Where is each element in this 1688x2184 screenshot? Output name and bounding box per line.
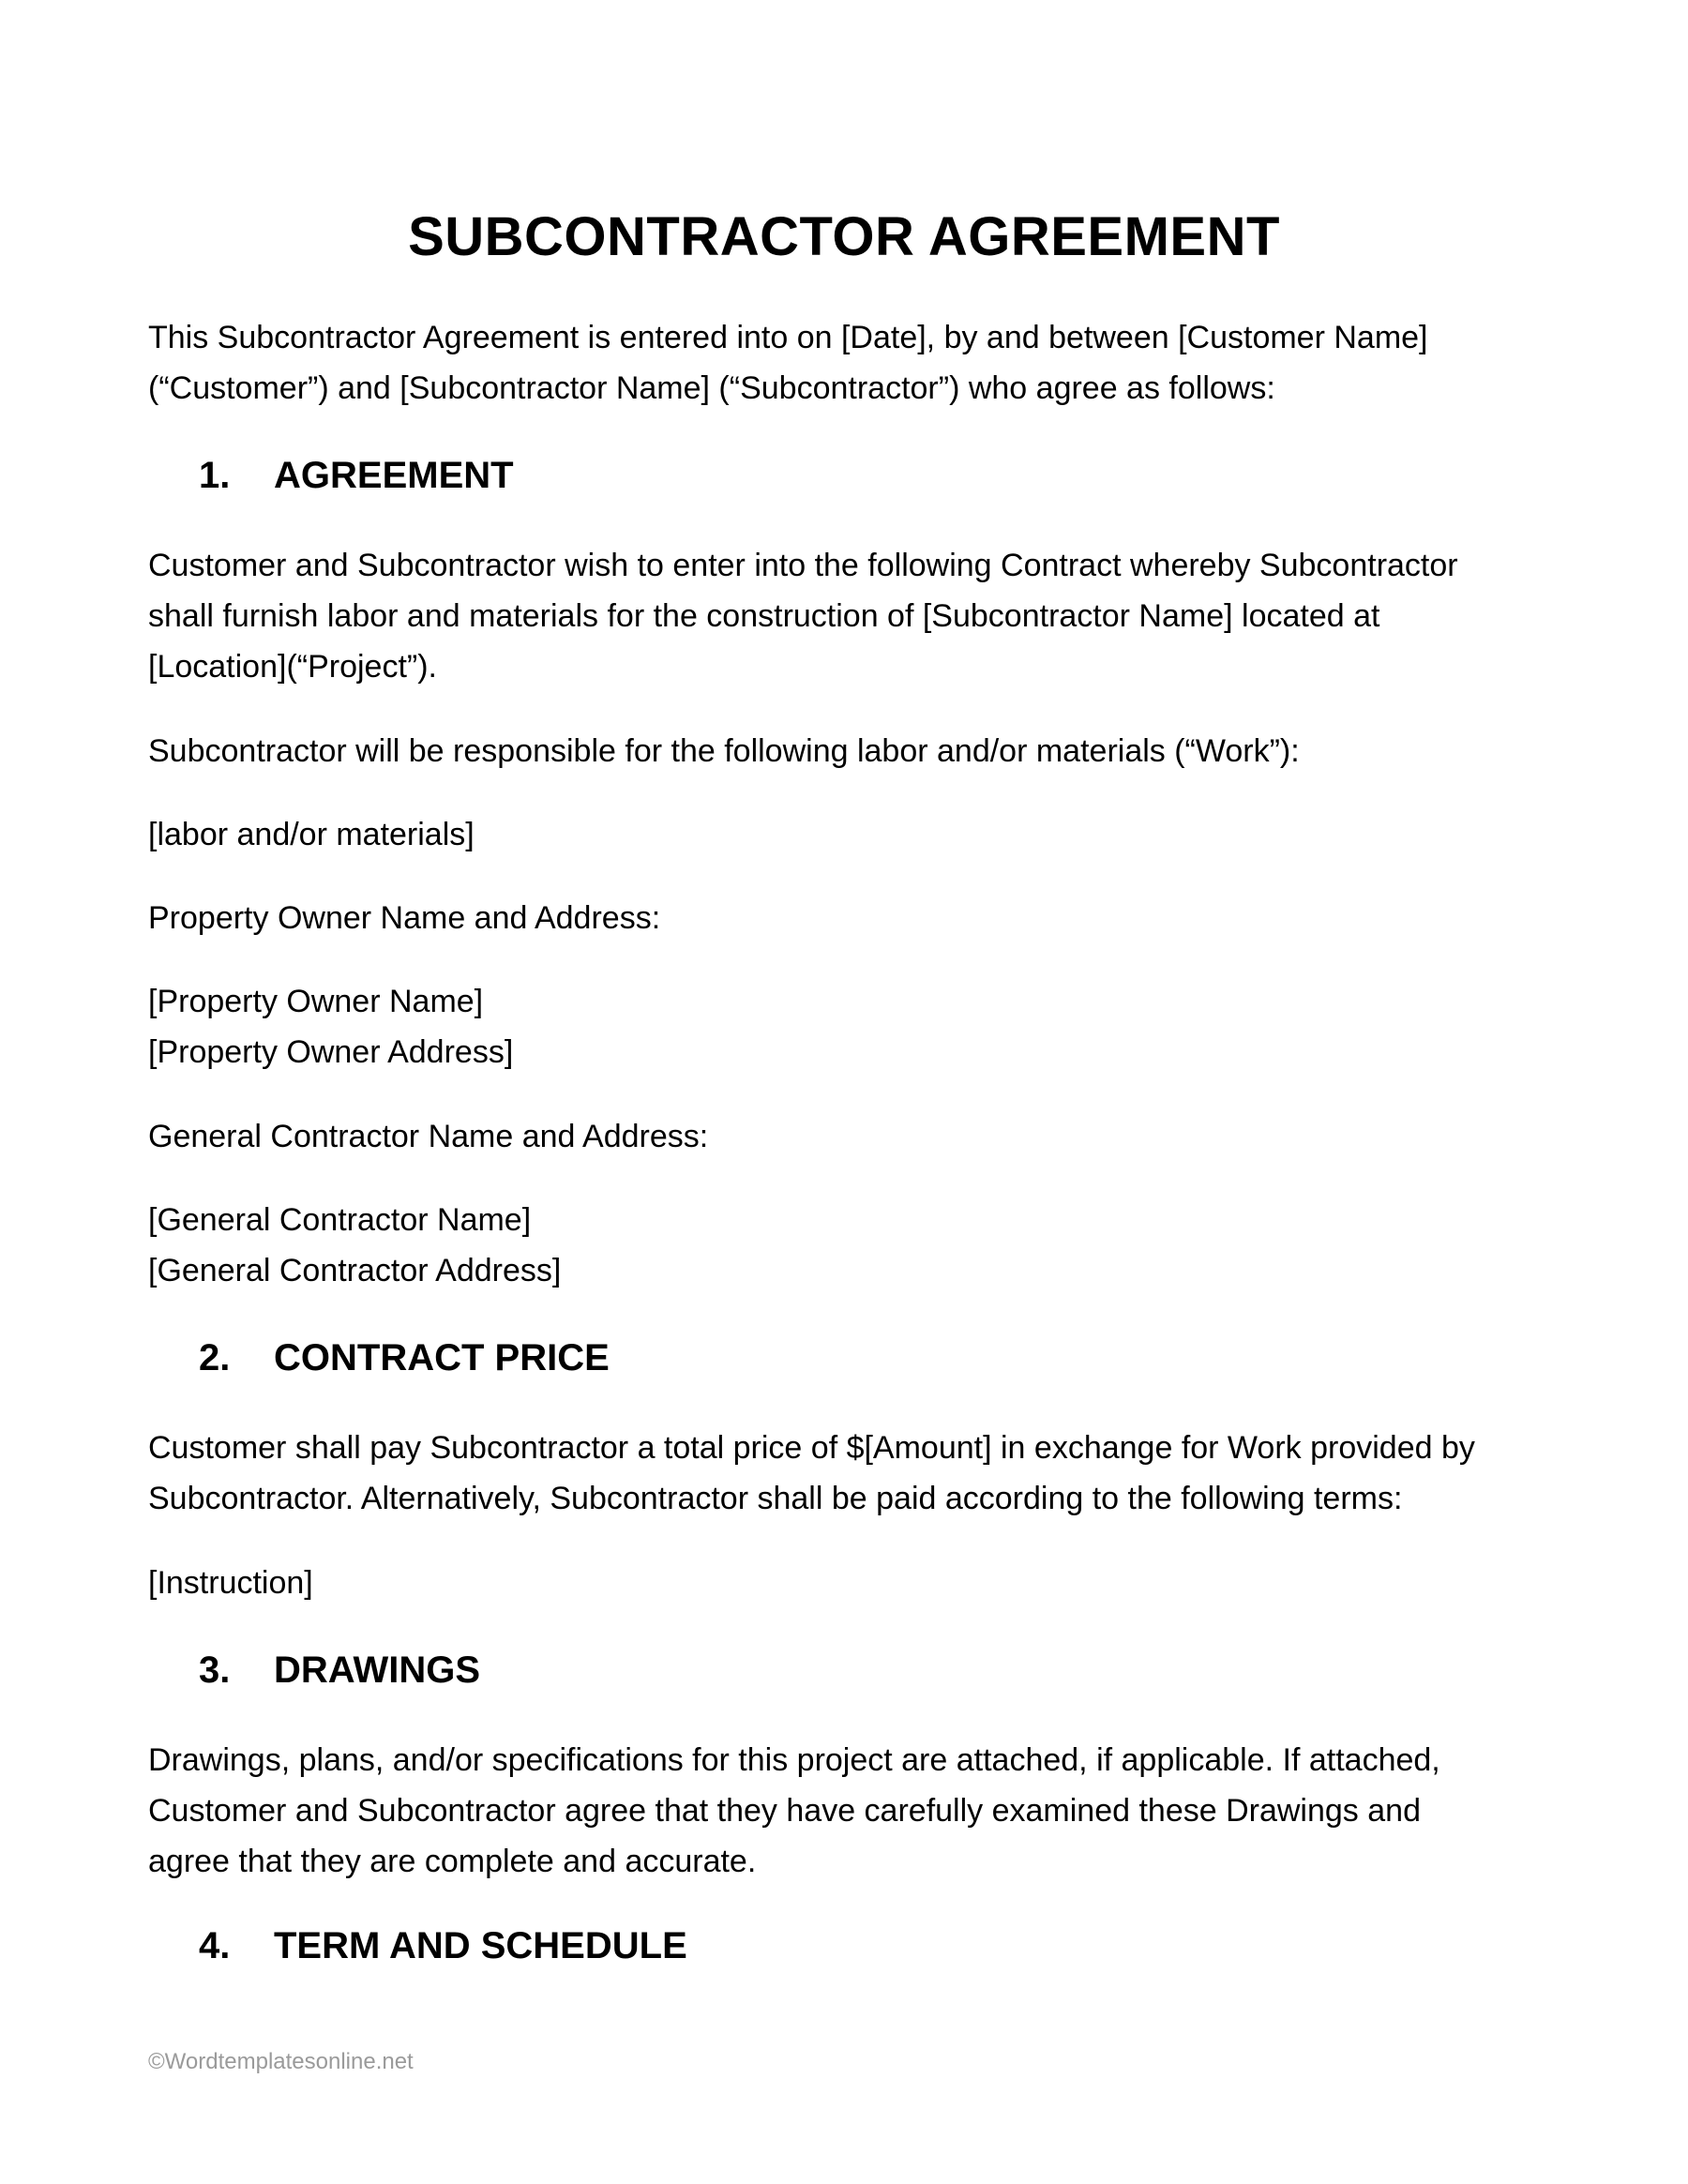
section-1-paragraph-6 <box>148 1111 1555 1162</box>
section-3-paragraph-1 <box>148 1735 1555 1887</box>
general-contractor-address: [General Contractor Address] <box>148 1253 562 1288</box>
section-3-heading <box>199 1645 480 1695</box>
section-1-p1-line-1: Customer and Subcontractor wish to enter into the following Contract whereby Subcontractor <box>148 548 1458 583</box>
section-3-p1-line-3: agree that they are complete and accurate. <box>148 1844 757 1879</box>
section-1-paragraph-1 <box>148 540 1555 692</box>
section-1-heading <box>199 450 514 501</box>
intro-line-2: (“Customer”) and [Subcontractor Name] (“Subcontractor”) who agree as follows: <box>148 370 1275 406</box>
section-3-title: DRAWINGS <box>274 1649 480 1691</box>
section-2-paragraph-1 <box>148 1423 1555 1524</box>
property-owner-name: [Property Owner Name] <box>148 984 484 1019</box>
intro-line-1: This Subcontractor Agreement is entered into on [Date], by and between [Customer Name] <box>148 320 1428 355</box>
section-2-heading <box>199 1333 610 1383</box>
section-1-p1-line-2: shall furnish labor and materials for the construction of [Subcontractor Name] located at <box>148 598 1380 634</box>
section-1-p2-line: Subcontractor will be responsible for the following labor and/or materials (“Work”): <box>148 733 1300 769</box>
section-1-p1-line-3: [Location](“Project”). <box>148 649 437 685</box>
footer-watermark: ©Wordtemplatesonline.net <box>148 2049 414 2074</box>
section-1-paragraph-7 <box>148 1195 1555 1296</box>
section-1-title: AGREEMENT <box>274 455 514 496</box>
section-3-p1-line-1: Drawings, plans, and/or specifications for this project are attached, if applicable. If attached, <box>148 1742 1440 1778</box>
section-2-paragraph-2 <box>148 1558 1555 1608</box>
section-1-p6-line: General Contractor Name and Address: <box>148 1119 709 1154</box>
section-1-paragraph-4 <box>148 893 1555 943</box>
section-2-p1-line-2: Subcontractor. Alternatively, Subcontractor shall be paid according to the following terms: <box>148 1481 1403 1516</box>
section-1-number: 1. <box>199 455 231 496</box>
property-owner-address: [Property Owner Address] <box>148 1034 514 1070</box>
section-1-p4-line: Property Owner Name and Address: <box>148 900 661 936</box>
section-1-p3-line: [labor and/or materials] <box>148 817 475 852</box>
section-3-p1-line-2: Customer and Subcontractor agree that they have carefully examined these Drawings and <box>148 1793 1421 1829</box>
section-1-paragraph-2 <box>148 726 1555 776</box>
section-2-title: CONTRACT PRICE <box>274 1337 610 1378</box>
section-4-heading <box>199 1920 687 1971</box>
general-contractor-name: [General Contractor Name] <box>148 1202 532 1238</box>
section-1-paragraph-5 <box>148 976 1555 1077</box>
section-2-p1-line-1: Customer shall pay Subcontractor a total price of $[Amount] in exchange for Work provided by <box>148 1430 1475 1466</box>
section-1-paragraph-3 <box>148 809 1555 860</box>
document-title: SUBCONTRACTOR AGREEMENT <box>408 206 1280 267</box>
section-4-title: TERM AND SCHEDULE <box>274 1925 687 1966</box>
intro-paragraph <box>148 312 1555 414</box>
section-2-p2-line: [Instruction] <box>148 1565 313 1601</box>
section-4-number: 4. <box>199 1925 231 1966</box>
section-3-number: 3. <box>199 1649 231 1691</box>
section-2-number: 2. <box>199 1337 231 1378</box>
